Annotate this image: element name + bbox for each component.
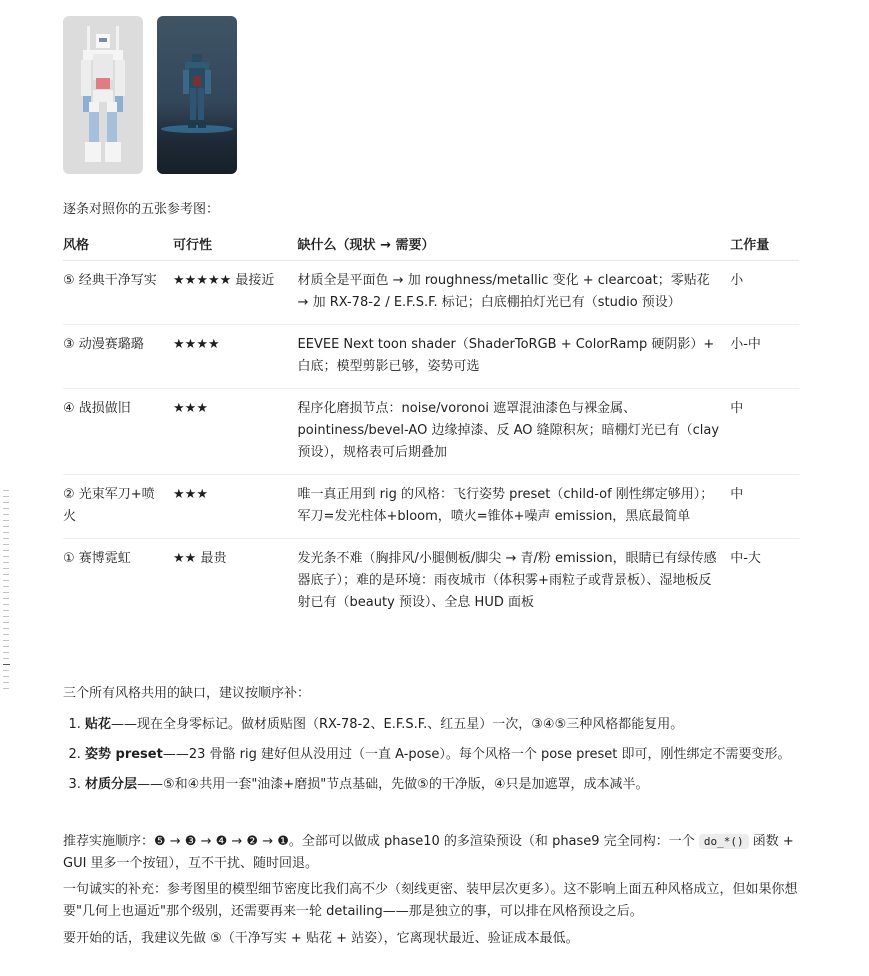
mecha-figure-light-icon xyxy=(63,16,143,174)
cell-feasibility: ★★★ xyxy=(173,475,298,539)
implementation-order xyxy=(63,831,803,875)
scroll-rail[interactable] xyxy=(3,490,11,700)
cell-feasibility: ★★★★★ 最接近 xyxy=(173,261,298,325)
cell-missing: 唯一真正用到 rig 的风格：飞行姿势 preset（child-of 刚性绑定够用）；军刀=发光柱体+bloom，喷火=锥体+噪声 emission，黑底最简单 xyxy=(298,475,731,539)
rail-tick xyxy=(3,574,9,575)
rail-tick xyxy=(3,556,9,557)
rail-tick xyxy=(3,514,9,515)
cell-effort: 中-大 xyxy=(730,551,761,566)
rail-tick xyxy=(3,622,9,623)
recommendation: 要开始的话，我建议先做 ⑤（干净写实 + 贴花 + 站姿），它离现状最近、验证成本最低。 xyxy=(63,931,579,946)
cell-style: ① 赛博霓虹 xyxy=(63,551,131,566)
rail-tick xyxy=(3,508,9,509)
cell-feasibility: ★★★★ xyxy=(173,325,298,389)
rail-tick xyxy=(3,652,9,653)
list-item xyxy=(85,744,799,766)
cell-style: ④ 战损做旧 xyxy=(63,389,173,475)
cell-feasibility: ★★ 最贵 xyxy=(173,551,227,566)
header-missing: 缺什么（现状 → 需要） xyxy=(298,234,731,261)
cell-missing: 程序化磨损节点：noise/voronoi 遮罩混油漆色与裸金属、pointiness/bevel-AO 边缘掉漆、反 AO 缝隙积灰；暗棚灯光已有（clay 预设），规格表可后期叠加 xyxy=(298,389,731,475)
list-item xyxy=(85,774,799,796)
style-comparison-table xyxy=(63,234,799,624)
reference-thumbnails xyxy=(63,16,237,174)
gap-label: 材质分层 xyxy=(85,777,138,792)
rail-tick xyxy=(3,526,9,527)
order-text-before: 推荐实施顺序：❺ → ❸ → ❹ → ❷ → ❶。全部可以做成 phase10 的多渲染预设（和 phase9 完全同构：一个 xyxy=(63,834,695,849)
cell-missing: 发光条不难（胸排风/小腿侧板/脚尖 → 青/粉 emission，眼睛已有绿传感器底子）；难的是环境：雨夜城市（体积雾+雨粒子或背景板）、湿地板反射已有（beauty 预设）、全息 HUD 面板 xyxy=(297,551,717,610)
rail-tick xyxy=(3,490,9,491)
gap-text: ——现在全身零标记。做材质贴图（RX-78-2、E.F.S.F.、红五星）一次，③④⑤三种风格都能复用。 xyxy=(111,717,684,732)
cell-style: ② 光束军刀+喷火 xyxy=(63,475,173,539)
cell-feasibility: ★★★ xyxy=(173,389,298,475)
gap-label: 贴花 xyxy=(85,717,112,732)
rail-tick xyxy=(3,550,9,551)
cell-effort: 中 xyxy=(730,475,799,539)
cell-effort: 小-中 xyxy=(730,325,799,389)
reference-render-light[interactable] xyxy=(63,16,143,174)
order-text-after: 函数 + GUI 里多一个按钮），互不干扰、随时回退。 xyxy=(63,834,794,871)
rail-tick xyxy=(3,496,9,497)
rail-tick xyxy=(3,688,9,689)
header-style: 风格 xyxy=(63,234,173,261)
header-effort: 工作量 xyxy=(730,234,799,261)
rail-tick xyxy=(3,604,9,605)
rail-tick xyxy=(3,634,9,635)
cell-missing: 材质全是平面色 → 加 roughness/metallic 变化 + clearcoat；零贴花 → 加 RX-78-2 / E.F.S.F. 标记；白底棚拍灯光已有（studio 预设） xyxy=(298,261,731,325)
cell-effort: 中 xyxy=(730,389,799,475)
gaps-title: 三个所有风格共用的缺口，建议按顺序补： xyxy=(63,686,311,701)
rail-tick xyxy=(3,658,9,659)
mecha-figure-dark-icon xyxy=(157,16,237,174)
table-row xyxy=(63,475,799,539)
rail-tick xyxy=(3,562,9,563)
gaps-list xyxy=(63,714,799,804)
rail-tick xyxy=(3,640,9,641)
rail-tick xyxy=(3,682,9,683)
table-row xyxy=(63,325,799,389)
rail-tick xyxy=(3,502,9,503)
rail-tick xyxy=(3,616,9,617)
gap-text: ——⑤和④共用一套"油漆+磨损"节点基础，先做⑤的干净版，④只是加遮罩，成本减半。 xyxy=(137,777,649,792)
cell-style: ③ 动漫赛璐璐 xyxy=(63,325,173,389)
inline-code: do_*() xyxy=(699,834,749,849)
rail-tick xyxy=(3,580,9,581)
rail-tick xyxy=(3,592,9,593)
rail-tick xyxy=(3,676,9,677)
rail-tick xyxy=(3,520,9,521)
table-row xyxy=(63,261,799,325)
table-row xyxy=(63,539,799,625)
rail-tick xyxy=(3,586,9,587)
rail-tick xyxy=(3,532,9,533)
header-feasibility: 可行性 xyxy=(173,234,298,261)
rail-tick xyxy=(3,538,9,539)
rail-tick xyxy=(3,610,9,611)
rail-tick xyxy=(3,664,10,665)
list-item xyxy=(85,714,799,736)
rail-tick xyxy=(3,628,9,629)
rail-tick xyxy=(3,598,9,599)
cell-effort: 小 xyxy=(730,261,799,325)
intro-text: 逐条对照你的五张参考图： xyxy=(63,202,220,217)
cell-missing: EEVEE Next toon shader（ShaderToRGB + ColorRamp 硬阴影）+ 白底；模型剪影已够，姿势可选 xyxy=(298,325,731,389)
honest-note: 一句诚实的补充：参考图里的模型细节密度比我们高不少（刻线更密、装甲层次更多）。这不影响上面五种风格成立，但如果你想要"几何上也逼近"那个级别，还需要再来一轮 detailing——那是独立的事，可以排在风格预设之后。 xyxy=(63,882,798,919)
gap-text: ——23 骨骼 rig 建好但从没用过（一直 A-pose）。每个风格一个 pose preset 即可，刚性绑定不需要变形。 xyxy=(162,747,791,762)
table-row xyxy=(63,389,799,475)
rail-tick xyxy=(3,670,9,671)
gap-label: 姿势 preset xyxy=(85,747,163,762)
rail-tick xyxy=(3,646,9,647)
cell-style: ⑤ 经典干净写实 xyxy=(63,261,173,325)
reference-render-dark[interactable] xyxy=(157,16,237,174)
rail-tick xyxy=(3,544,9,545)
table-header-row xyxy=(63,234,799,261)
rail-tick xyxy=(3,568,9,569)
